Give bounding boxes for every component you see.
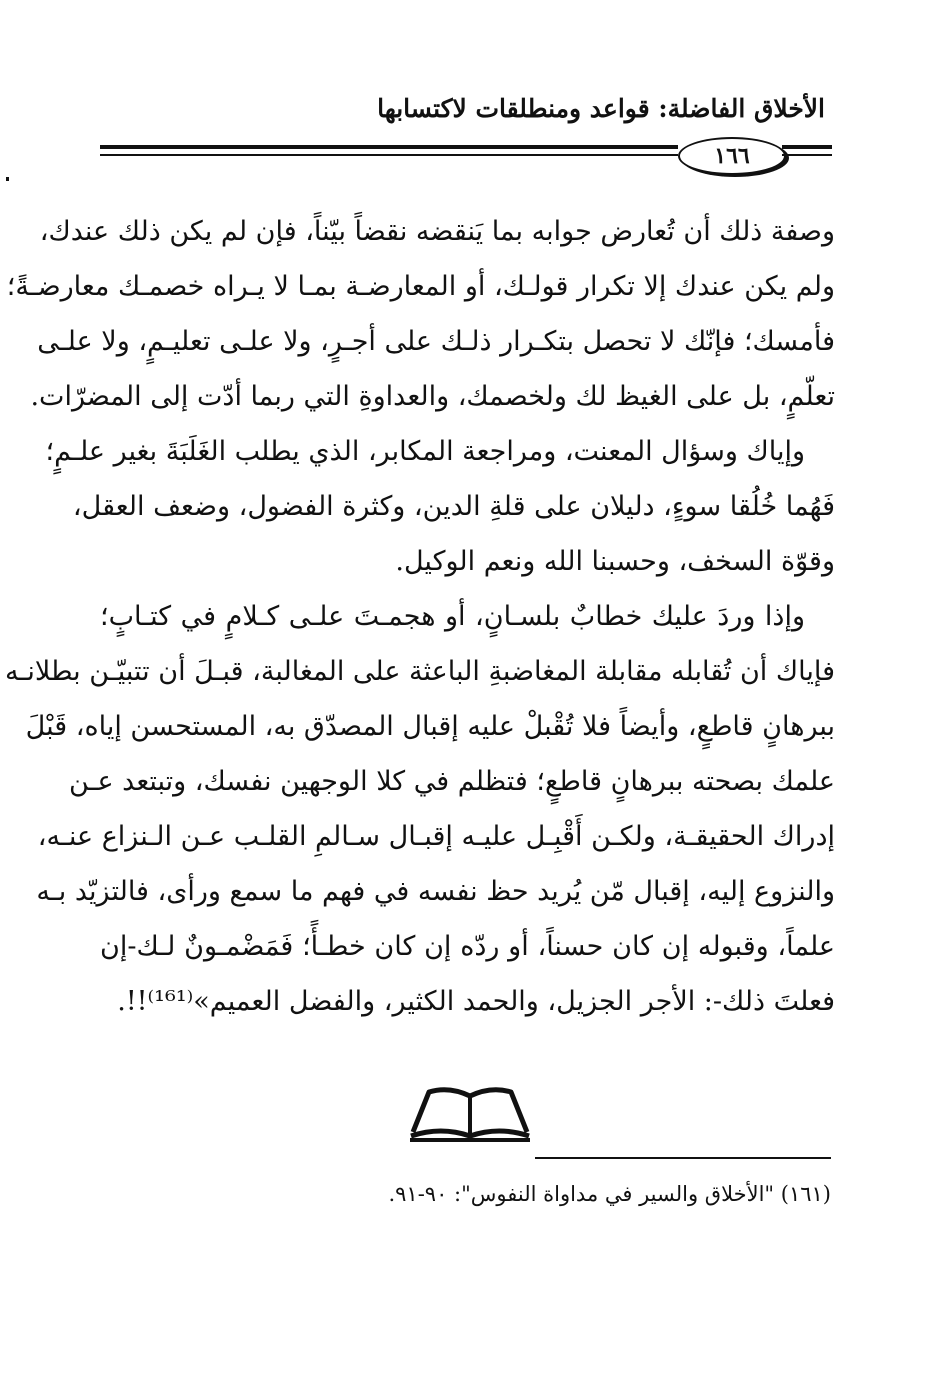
margin-mark [6,177,9,181]
text-line: علمك بصحته ببرهانٍ قاطعٍ؛ فتظلم في كلا الوجهين نفسك، وتبتعد عـن [69,766,835,797]
text-line: إدراك الحقيقـة، ولكـن أَقْبِـل عليـه إقبـال سـالمِ القلـب عـن الـنزاع عنـه، [37,821,835,852]
text-line: فأمسك؛ فإنّك لا تحصل بتكـرار ذلـك على أجـرٍ، ولا علـى تعليـمٍ، ولا علـى [37,326,835,357]
text-line: ببرهانٍ قاطعٍ، وأيضاً فلا تُقْبلْ عليه إقبال المصدّق به، المستحسن إياه، قَبْلَ [25,711,835,742]
header-rule-right [782,144,832,160]
text-line: وإياك وسؤال المعنت، ومراجعة المكابر، الذي يطلب الغَلَبَةَ بغير علـمٍ؛ [45,436,805,467]
text-line: فإياك أن تُقابله مقابلة المغاضبةِ الباعثة على المغالبة، قبـلَ أن تتبيّـن بطلانـه [5,656,835,687]
body-text [5,204,835,1029]
text-line: ولم يكن عندك إلا تكرار قولـك، أو المعارضـة بمـا لا يـراه خصمـك معارضـةً؛ [6,271,835,302]
text-line: تعلّمٍ، بل على الغيظ لك ولخصمك، والعداوةِ التي ربما أدّت إلى المضرّات. [30,381,835,412]
text-line: علماً، وقبوله إن كان حسناً، أو ردّه إن كان خطـأً؛ فَمَضْمـونٌ لـك-إن [100,931,835,962]
header-rule-left [100,144,678,160]
text-line: والنزوع إليه، إقبال مّن يُريد حظ نفسه في فهم ما سمع ورأى، فالتزيّد بـه [36,876,835,907]
open-book-icon [407,1082,533,1144]
text-line: وصفة ذلك أن تُعارض جوابه بما يَنقضه نقضاً بيّناً، فإن لم يكن ذلك عندك، [39,216,835,247]
text-line: فعلتَ ذلك-: الأجر الجزيل، والحمد الكثير، والفضل العميم»⁽¹⁶¹⁾!!. [117,986,835,1017]
footnote: (١٦١) "الأخلاق والسير في مداواة النفوس": ٩٠-٩١. [388,1182,831,1206]
page-number: ١٦٦ [714,143,750,169]
text-line: وإذا وردَ عليك خطابٌ بلسـانٍ، أو هجمـتَ علـى كـلامٍ في كتـابٍ؛ [100,601,805,632]
text-line: فَهُما خُلُقا سوءٍ، دليلان على قلةِ الدين، وكثرة الفضول، وضعف العقل، [72,491,835,522]
running-header-title: الأخلاق الفاضلة: قواعد ومنطلقات لاكتسابها [377,94,825,123]
footnote-rule [535,1157,831,1159]
page-number-badge [678,137,786,175]
text-line: وقوّة السخف، وحسبنا الله ونعم الوكيل. [395,546,835,577]
